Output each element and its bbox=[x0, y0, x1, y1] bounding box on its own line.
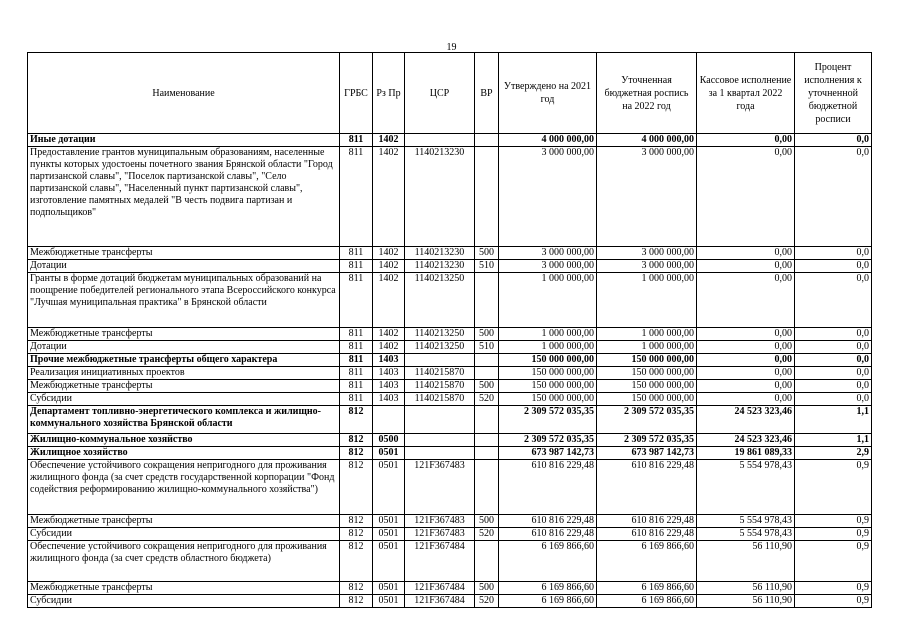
cell-approved: 3 000 000,00 bbox=[499, 260, 597, 273]
cell-rzpr: 1402 bbox=[373, 147, 405, 247]
cell-vr bbox=[475, 367, 499, 380]
cell-refined: 4 000 000,00 bbox=[597, 134, 697, 147]
cell-percent: 0,0 bbox=[795, 328, 872, 341]
cell-name: Жилищное хозяйство bbox=[28, 447, 340, 460]
cell-grbs: 811 bbox=[340, 328, 373, 341]
cell-percent: 0,0 bbox=[795, 260, 872, 273]
header-approved: Утверждено на 2021 год bbox=[499, 53, 597, 134]
cell-percent: 0,0 bbox=[795, 367, 872, 380]
cell-csr: 1140213230 bbox=[405, 260, 475, 273]
cell-vr: 510 bbox=[475, 341, 499, 354]
cell-approved: 4 000 000,00 bbox=[499, 134, 597, 147]
cell-approved: 1 000 000,00 bbox=[499, 341, 597, 354]
cell-vr bbox=[475, 447, 499, 460]
cell-csr: 1140213250 bbox=[405, 273, 475, 328]
cell-refined: 150 000 000,00 bbox=[597, 354, 697, 367]
table-row bbox=[28, 447, 872, 460]
cell-csr: 121F367483 bbox=[405, 515, 475, 528]
cell-refined: 6 169 866,60 bbox=[597, 541, 697, 582]
cell-approved: 150 000 000,00 bbox=[499, 367, 597, 380]
cell-grbs: 812 bbox=[340, 515, 373, 528]
cell-rzpr: 0501 bbox=[373, 460, 405, 515]
cell-approved: 150 000 000,00 bbox=[499, 380, 597, 393]
cell-refined: 610 816 229,48 bbox=[597, 515, 697, 528]
cell-percent: 1,1 bbox=[795, 434, 872, 447]
table-row bbox=[28, 595, 872, 608]
cell-refined: 6 169 866,60 bbox=[597, 595, 697, 608]
header-grbs: ГРБС bbox=[340, 53, 373, 134]
cell-rzpr: 0501 bbox=[373, 595, 405, 608]
cell-cash: 0,00 bbox=[697, 147, 795, 247]
cell-grbs: 812 bbox=[340, 434, 373, 447]
cell-vr: 500 bbox=[475, 380, 499, 393]
cell-name: Дотации bbox=[28, 260, 340, 273]
cell-refined: 610 816 229,48 bbox=[597, 460, 697, 515]
table-header-row bbox=[28, 53, 872, 134]
cell-refined: 150 000 000,00 bbox=[597, 380, 697, 393]
cell-name: Дотации bbox=[28, 341, 340, 354]
cell-rzpr: 1403 bbox=[373, 393, 405, 406]
cell-grbs: 812 bbox=[340, 447, 373, 460]
cell-name: Субсидии bbox=[28, 393, 340, 406]
cell-grbs: 811 bbox=[340, 393, 373, 406]
cell-cash: 56 110,90 bbox=[697, 541, 795, 582]
header-rzpr: Рз Пр bbox=[373, 53, 405, 134]
header-cash: Кассовое исполнение за 1 квартал 2022 года bbox=[697, 53, 795, 134]
cell-csr: 121F367484 bbox=[405, 595, 475, 608]
cell-approved: 610 816 229,48 bbox=[499, 528, 597, 541]
header-refined: Уточненная бюджетная роспись на 2022 год bbox=[597, 53, 697, 134]
cell-grbs: 812 bbox=[340, 460, 373, 515]
cell-refined: 3 000 000,00 bbox=[597, 147, 697, 247]
table-row bbox=[28, 147, 872, 247]
header-vr: ВР bbox=[475, 53, 499, 134]
table-row bbox=[28, 393, 872, 406]
cell-vr bbox=[475, 354, 499, 367]
cell-percent: 1,1 bbox=[795, 406, 872, 434]
cell-grbs: 811 bbox=[340, 273, 373, 328]
cell-grbs: 812 bbox=[340, 406, 373, 434]
cell-csr: 121F367483 bbox=[405, 460, 475, 515]
table-row bbox=[28, 541, 872, 582]
cell-name: Субсидии bbox=[28, 595, 340, 608]
cell-csr bbox=[405, 406, 475, 434]
cell-vr: 500 bbox=[475, 328, 499, 341]
cell-refined: 3 000 000,00 bbox=[597, 247, 697, 260]
cell-csr: 1140213250 bbox=[405, 341, 475, 354]
cell-csr bbox=[405, 434, 475, 447]
cell-cash: 56 110,90 bbox=[697, 595, 795, 608]
cell-cash: 0,00 bbox=[697, 380, 795, 393]
cell-grbs: 811 bbox=[340, 367, 373, 380]
table-row bbox=[28, 260, 872, 273]
cell-percent: 0,9 bbox=[795, 460, 872, 515]
cell-vr: 500 bbox=[475, 515, 499, 528]
cell-rzpr bbox=[373, 406, 405, 434]
cell-csr: 121F367484 bbox=[405, 541, 475, 582]
cell-vr: 510 bbox=[475, 260, 499, 273]
table-row bbox=[28, 460, 872, 515]
table-row bbox=[28, 582, 872, 595]
cell-cash: 0,00 bbox=[697, 260, 795, 273]
cell-name: Предоставление грантов муниципальным образованиям, населенные пункты которых удостоены почетного звания Брянской области "Город партизанской славы", "Поселок партизанской славы", "Село партизанской славы", "Населенный пункт партизанской славы", изготовление памятных медалей "В честь подвига партизан и подпольщиков" bbox=[28, 147, 340, 247]
cell-refined: 673 987 142,73 bbox=[597, 447, 697, 460]
cell-csr bbox=[405, 447, 475, 460]
cell-refined: 1 000 000,00 bbox=[597, 273, 697, 328]
cell-vr: 500 bbox=[475, 582, 499, 595]
cell-name: Межбюджетные трансферты bbox=[28, 328, 340, 341]
cell-approved: 3 000 000,00 bbox=[499, 247, 597, 260]
cell-percent: 0,0 bbox=[795, 273, 872, 328]
table-row bbox=[28, 434, 872, 447]
cell-approved: 673 987 142,73 bbox=[499, 447, 597, 460]
table-row bbox=[28, 328, 872, 341]
cell-percent: 0,9 bbox=[795, 528, 872, 541]
cell-csr: 1140215870 bbox=[405, 380, 475, 393]
cell-refined: 1 000 000,00 bbox=[597, 328, 697, 341]
cell-grbs: 812 bbox=[340, 541, 373, 582]
cell-percent: 0,0 bbox=[795, 354, 872, 367]
cell-cash: 5 554 978,43 bbox=[697, 460, 795, 515]
cell-csr: 1140213230 bbox=[405, 147, 475, 247]
cell-rzpr: 1403 bbox=[373, 367, 405, 380]
cell-grbs: 811 bbox=[340, 260, 373, 273]
cell-approved: 1 000 000,00 bbox=[499, 273, 597, 328]
header-percent: Процент исполнения к уточненной бюджетной росписи bbox=[795, 53, 872, 134]
cell-cash: 0,00 bbox=[697, 393, 795, 406]
cell-name: Межбюджетные трансферты bbox=[28, 380, 340, 393]
cell-csr: 1140215870 bbox=[405, 393, 475, 406]
cell-percent: 0,9 bbox=[795, 515, 872, 528]
cell-vr bbox=[475, 460, 499, 515]
cell-name: Иные дотации bbox=[28, 134, 340, 147]
cell-rzpr: 0501 bbox=[373, 541, 405, 582]
cell-percent: 0,9 bbox=[795, 582, 872, 595]
cell-csr bbox=[405, 134, 475, 147]
cell-percent: 2,9 bbox=[795, 447, 872, 460]
table-row bbox=[28, 247, 872, 260]
cell-approved: 2 309 572 035,35 bbox=[499, 406, 597, 434]
cell-approved: 6 169 866,60 bbox=[499, 541, 597, 582]
table-row bbox=[28, 273, 872, 328]
table-row bbox=[28, 380, 872, 393]
cell-approved: 610 816 229,48 bbox=[499, 515, 597, 528]
cell-csr: 1140213250 bbox=[405, 328, 475, 341]
cell-cash: 19 861 089,33 bbox=[697, 447, 795, 460]
cell-refined: 6 169 866,60 bbox=[597, 582, 697, 595]
cell-percent: 0,0 bbox=[795, 134, 872, 147]
cell-cash: 0,00 bbox=[697, 354, 795, 367]
header-name: Наименование bbox=[28, 53, 340, 134]
cell-percent: 0,9 bbox=[795, 541, 872, 582]
cell-cash: 0,00 bbox=[697, 367, 795, 380]
cell-cash: 5 554 978,43 bbox=[697, 515, 795, 528]
cell-name: Реализация инициативных проектов bbox=[28, 367, 340, 380]
cell-approved: 3 000 000,00 bbox=[499, 147, 597, 247]
cell-name: Межбюджетные трансферты bbox=[28, 247, 340, 260]
budget-table bbox=[27, 52, 872, 608]
cell-grbs: 812 bbox=[340, 582, 373, 595]
table-row bbox=[28, 406, 872, 434]
cell-refined: 3 000 000,00 bbox=[597, 260, 697, 273]
cell-rzpr: 0501 bbox=[373, 582, 405, 595]
cell-vr: 500 bbox=[475, 247, 499, 260]
cell-name: Департамент топливно-энергетического комплекса и жилищно-коммунального хозяйства Брянской области bbox=[28, 406, 340, 434]
cell-cash: 0,00 bbox=[697, 247, 795, 260]
cell-rzpr: 1402 bbox=[373, 341, 405, 354]
cell-grbs: 811 bbox=[340, 147, 373, 247]
cell-vr: 520 bbox=[475, 393, 499, 406]
cell-percent: 0,0 bbox=[795, 380, 872, 393]
table-body bbox=[28, 134, 872, 608]
cell-name: Обеспечение устойчивого сокращения непригодного для проживания жилищного фонда (за счет средств областного бюджета) bbox=[28, 541, 340, 582]
cell-rzpr: 0501 bbox=[373, 528, 405, 541]
table-row bbox=[28, 515, 872, 528]
cell-grbs: 811 bbox=[340, 134, 373, 147]
cell-grbs: 811 bbox=[340, 247, 373, 260]
cell-csr bbox=[405, 354, 475, 367]
cell-rzpr: 1402 bbox=[373, 260, 405, 273]
cell-grbs: 812 bbox=[340, 595, 373, 608]
cell-vr: 520 bbox=[475, 595, 499, 608]
cell-rzpr: 0501 bbox=[373, 447, 405, 460]
page-number: 19 bbox=[446, 42, 457, 53]
cell-approved: 610 816 229,48 bbox=[499, 460, 597, 515]
cell-rzpr: 1403 bbox=[373, 354, 405, 367]
cell-rzpr: 0500 bbox=[373, 434, 405, 447]
cell-vr bbox=[475, 406, 499, 434]
cell-grbs: 811 bbox=[340, 341, 373, 354]
cell-name: Межбюджетные трансферты bbox=[28, 582, 340, 595]
cell-vr: 520 bbox=[475, 528, 499, 541]
cell-refined: 1 000 000,00 bbox=[597, 341, 697, 354]
cell-percent: 0,0 bbox=[795, 247, 872, 260]
cell-grbs: 811 bbox=[340, 354, 373, 367]
cell-rzpr: 1402 bbox=[373, 328, 405, 341]
cell-vr bbox=[475, 147, 499, 247]
cell-cash: 0,00 bbox=[697, 273, 795, 328]
cell-cash: 5 554 978,43 bbox=[697, 528, 795, 541]
cell-percent: 0,0 bbox=[795, 393, 872, 406]
cell-grbs: 812 bbox=[340, 528, 373, 541]
cell-csr: 1140213230 bbox=[405, 247, 475, 260]
cell-approved: 150 000 000,00 bbox=[499, 393, 597, 406]
cell-refined: 150 000 000,00 bbox=[597, 393, 697, 406]
cell-csr: 121F367483 bbox=[405, 528, 475, 541]
cell-vr bbox=[475, 434, 499, 447]
cell-name: Обеспечение устойчивого сокращения непригодного для проживания жилищного фонда (за счет средств государственной корпорации "Фонд содействия реформированию жилищно-коммунального хозяйства") bbox=[28, 460, 340, 515]
cell-rzpr: 1402 bbox=[373, 273, 405, 328]
cell-csr: 1140215870 bbox=[405, 367, 475, 380]
cell-rzpr: 1403 bbox=[373, 380, 405, 393]
table-row bbox=[28, 354, 872, 367]
cell-approved: 6 169 866,60 bbox=[499, 595, 597, 608]
cell-percent: 0,9 bbox=[795, 595, 872, 608]
cell-name: Гранты в форме дотаций бюджетам муниципальных образований на поощрение победителей регионального этапа Всероссийского конкурса "Лучшая муниципальная практика" в Брянской области bbox=[28, 273, 340, 328]
cell-vr bbox=[475, 134, 499, 147]
cell-name: Межбюджетные трансферты bbox=[28, 515, 340, 528]
cell-approved: 150 000 000,00 bbox=[499, 354, 597, 367]
cell-percent: 0,0 bbox=[795, 341, 872, 354]
cell-cash: 56 110,90 bbox=[697, 582, 795, 595]
cell-refined: 2 309 572 035,35 bbox=[597, 434, 697, 447]
cell-cash: 24 523 323,46 bbox=[697, 406, 795, 434]
table-row bbox=[28, 528, 872, 541]
cell-vr bbox=[475, 273, 499, 328]
cell-name: Субсидии bbox=[28, 528, 340, 541]
table-row bbox=[28, 341, 872, 354]
table-row bbox=[28, 134, 872, 147]
cell-cash: 0,00 bbox=[697, 328, 795, 341]
cell-name: Прочие межбюджетные трансферты общего характера bbox=[28, 354, 340, 367]
cell-approved: 2 309 572 035,35 bbox=[499, 434, 597, 447]
cell-approved: 6 169 866,60 bbox=[499, 582, 597, 595]
cell-approved: 1 000 000,00 bbox=[499, 328, 597, 341]
table-row bbox=[28, 367, 872, 380]
header-csr: ЦСР bbox=[405, 53, 475, 134]
cell-csr: 121F367484 bbox=[405, 582, 475, 595]
cell-vr bbox=[475, 541, 499, 582]
cell-cash: 24 523 323,46 bbox=[697, 434, 795, 447]
cell-refined: 610 816 229,48 bbox=[597, 528, 697, 541]
cell-rzpr: 1402 bbox=[373, 134, 405, 147]
cell-rzpr: 0501 bbox=[373, 515, 405, 528]
cell-rzpr: 1402 bbox=[373, 247, 405, 260]
cell-percent: 0,0 bbox=[795, 147, 872, 247]
cell-name: Жилищно-коммунальное хозяйство bbox=[28, 434, 340, 447]
cell-cash: 0,00 bbox=[697, 341, 795, 354]
cell-cash: 0,00 bbox=[697, 134, 795, 147]
cell-refined: 2 309 572 035,35 bbox=[597, 406, 697, 434]
cell-grbs: 811 bbox=[340, 380, 373, 393]
cell-refined: 150 000 000,00 bbox=[597, 367, 697, 380]
